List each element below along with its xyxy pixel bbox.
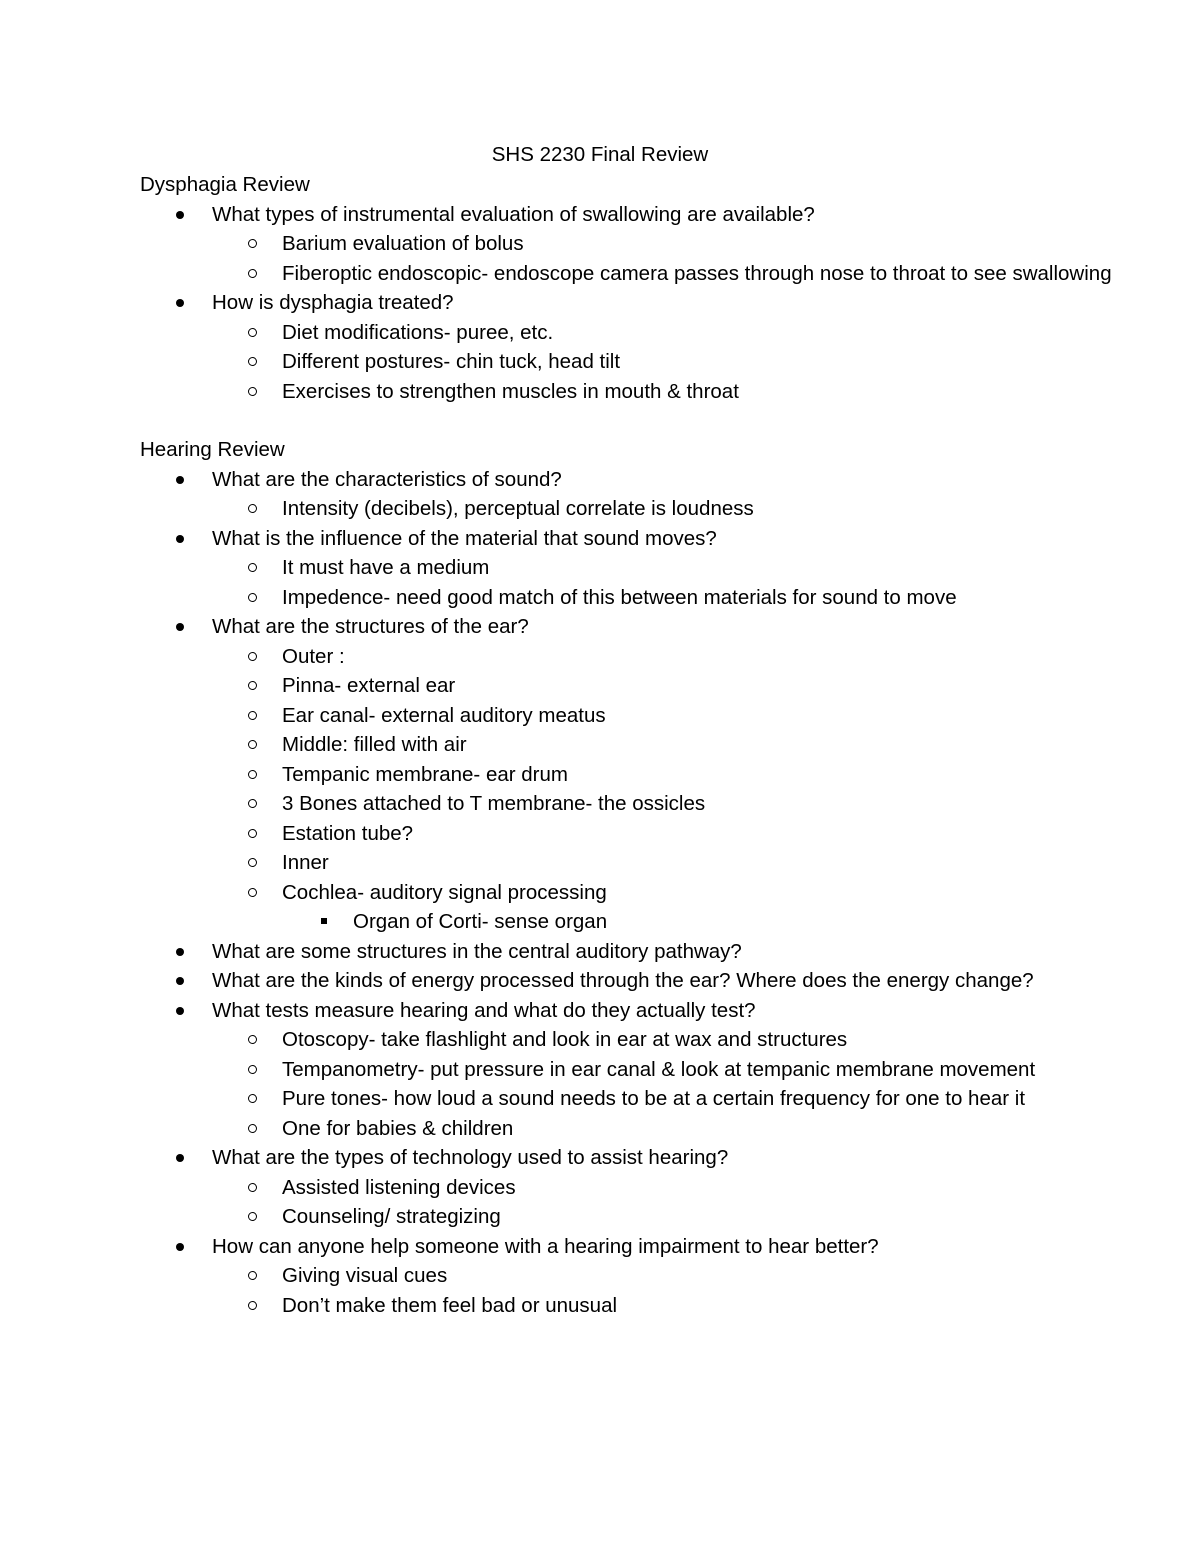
question-list [140, 200, 1140, 407]
sub-answer-text: Organ of Corti- sense organ [353, 910, 608, 933]
answer-item [140, 259, 1140, 289]
answer-list [212, 494, 1140, 524]
bullet-icon [176, 948, 184, 956]
question-list [140, 465, 1140, 1321]
circle-bullet-icon [248, 888, 257, 897]
section-hearing-review [140, 435, 1140, 1320]
answer-item [140, 347, 1140, 377]
sub-answer-item [140, 907, 1140, 937]
answer-text: Pinna- external ear [282, 674, 456, 697]
circle-bullet-icon [248, 829, 257, 838]
answer-item [140, 671, 1140, 701]
section-heading: Dysphagia Review [140, 173, 310, 196]
answer-item [140, 229, 1140, 259]
bullet-icon [176, 977, 184, 985]
circle-bullet-icon [248, 593, 257, 602]
bullet-icon [176, 1243, 184, 1251]
answer-text: Outer : [282, 644, 345, 668]
answer-item [140, 642, 1140, 672]
answer-text: Otoscopy- take flashlight and look in ear at wax and structures [282, 1028, 848, 1051]
question-item [140, 966, 1140, 996]
question-text: What are some structures in the central auditory pathway? [212, 939, 742, 963]
circle-bullet-icon [248, 711, 257, 720]
answer-item [140, 553, 1140, 583]
circle-bullet-icon [248, 387, 257, 396]
answer-text: Intensity (decibels), perceptual correlate is loudness [282, 497, 754, 520]
question-item [140, 200, 1140, 289]
answer-item [140, 583, 1140, 613]
circle-bullet-icon [248, 858, 257, 867]
bullet-icon [176, 211, 184, 219]
answer-item [140, 1261, 1140, 1291]
bullet-icon [176, 299, 184, 307]
circle-bullet-icon [248, 652, 257, 661]
answer-text: Diet modifications- puree, etc. [282, 320, 554, 344]
answer-item [140, 701, 1140, 731]
answer-list [212, 318, 1140, 407]
answer-list [212, 229, 1140, 288]
circle-bullet-icon [248, 357, 257, 366]
answer-text: Exercises to strengthen muscles in mouth & throat [282, 379, 739, 403]
answer-list [212, 1261, 1140, 1320]
answer-text: Don’t make them feel bad or unusual [282, 1293, 618, 1317]
sub-answer-list [282, 907, 1140, 937]
answer-text: Tempanometry- put pressure in ear canal & look at tempanic membrane movement [282, 1057, 1036, 1081]
answer-item [140, 1202, 1140, 1232]
circle-bullet-icon [248, 239, 257, 248]
circle-bullet-icon [248, 328, 257, 337]
answer-item [140, 1055, 1140, 1085]
circle-bullet-icon [248, 563, 257, 572]
square-bullet-icon [321, 918, 327, 924]
answer-text: 3 Bones attached to T membrane- the ossicles [282, 792, 706, 815]
question-text: How is dysphagia treated? [212, 291, 454, 314]
answer-item [140, 1291, 1140, 1321]
circle-bullet-icon [248, 269, 257, 278]
bullet-icon [176, 623, 184, 631]
question-item [140, 1143, 1140, 1232]
answer-text: Middle: filled with air [282, 733, 467, 756]
question-text: What are the kinds of energy processed through the ear? Where does the energy change? [212, 969, 1034, 992]
circle-bullet-icon [248, 681, 257, 690]
question-text: What are the types of technology used to assist hearing? [212, 1146, 729, 1169]
answer-item [140, 789, 1140, 819]
answer-item [140, 1025, 1140, 1055]
circle-bullet-icon [248, 1094, 257, 1103]
answer-item [140, 730, 1140, 760]
question-text: What tests measure hearing and what do they actually test? [212, 998, 756, 1022]
circle-bullet-icon [248, 1301, 257, 1310]
answer-item [140, 377, 1140, 407]
circle-bullet-icon [248, 740, 257, 749]
answer-item [140, 819, 1140, 849]
question-text: What is the influence of the material that sound moves? [212, 526, 717, 550]
question-item [140, 937, 1140, 967]
answer-text: Inner [282, 851, 329, 874]
section-heading: Hearing Review [140, 438, 285, 461]
answer-item [140, 760, 1140, 790]
bullet-icon [176, 1154, 184, 1162]
answer-text: Fiberoptic endoscopic- endoscope camera passes through nose to throat to see swallowing [282, 261, 1112, 285]
answer-text: Impedence- need good match of this between materials for sound to move [282, 585, 957, 609]
question-item [140, 524, 1140, 613]
circle-bullet-icon [248, 1065, 257, 1074]
circle-bullet-icon [248, 504, 257, 513]
answer-list [212, 553, 1140, 612]
answer-list [212, 642, 1140, 937]
answer-text: Cochlea- auditory signal processing [282, 880, 607, 904]
bullet-icon [176, 535, 184, 543]
answer-item [140, 878, 1140, 937]
question-text: What are the characteristics of sound? [212, 467, 562, 491]
answer-item [140, 848, 1140, 878]
answer-list [212, 1173, 1140, 1232]
circle-bullet-icon [248, 1212, 257, 1221]
answer-text: Assisted listening devices [282, 1175, 516, 1199]
section-dysphagia-review [140, 170, 1140, 406]
question-item [140, 612, 1140, 937]
answer-text: Giving visual cues [282, 1264, 448, 1287]
answer-item [140, 494, 1140, 524]
answer-item [140, 1114, 1140, 1144]
answer-text: Different postures- chin tuck, head tilt [282, 350, 621, 373]
answer-list [212, 1025, 1140, 1143]
bullet-icon [176, 476, 184, 484]
answer-text: Counseling/ strategizing [282, 1205, 501, 1228]
question-item [140, 996, 1140, 1144]
answer-text: One for babies & children [282, 1116, 514, 1140]
circle-bullet-icon [248, 1271, 257, 1280]
question-text: What types of instrumental evaluation of swallowing are available? [212, 202, 815, 226]
answer-text: Tempanic membrane- ear drum [282, 762, 568, 786]
question-item [140, 288, 1140, 406]
answer-text: Pure tones- how loud a sound needs to be at a certain frequency for one to hear it [282, 1087, 1026, 1110]
question-text: What are the structures of the ear? [212, 615, 529, 638]
answer-text: Estation tube? [282, 821, 414, 845]
bullet-icon [176, 1007, 184, 1015]
circle-bullet-icon [248, 799, 257, 808]
answer-item [140, 1173, 1140, 1203]
question-item [140, 1232, 1140, 1321]
answer-text: Ear canal- external auditory meatus [282, 703, 606, 727]
question-text: How can anyone help someone with a hearing impairment to hear better? [212, 1234, 879, 1258]
answer-text: Barium evaluation of bolus [282, 232, 524, 255]
circle-bullet-icon [248, 1183, 257, 1192]
answer-item [140, 1084, 1140, 1114]
circle-bullet-icon [248, 1124, 257, 1133]
document-title: SHS 2230 Final Review [491, 143, 709, 166]
circle-bullet-icon [248, 1035, 257, 1044]
question-item [140, 465, 1140, 524]
answer-item [140, 318, 1140, 348]
answer-text: It must have a medium [282, 556, 490, 579]
circle-bullet-icon [248, 770, 257, 779]
